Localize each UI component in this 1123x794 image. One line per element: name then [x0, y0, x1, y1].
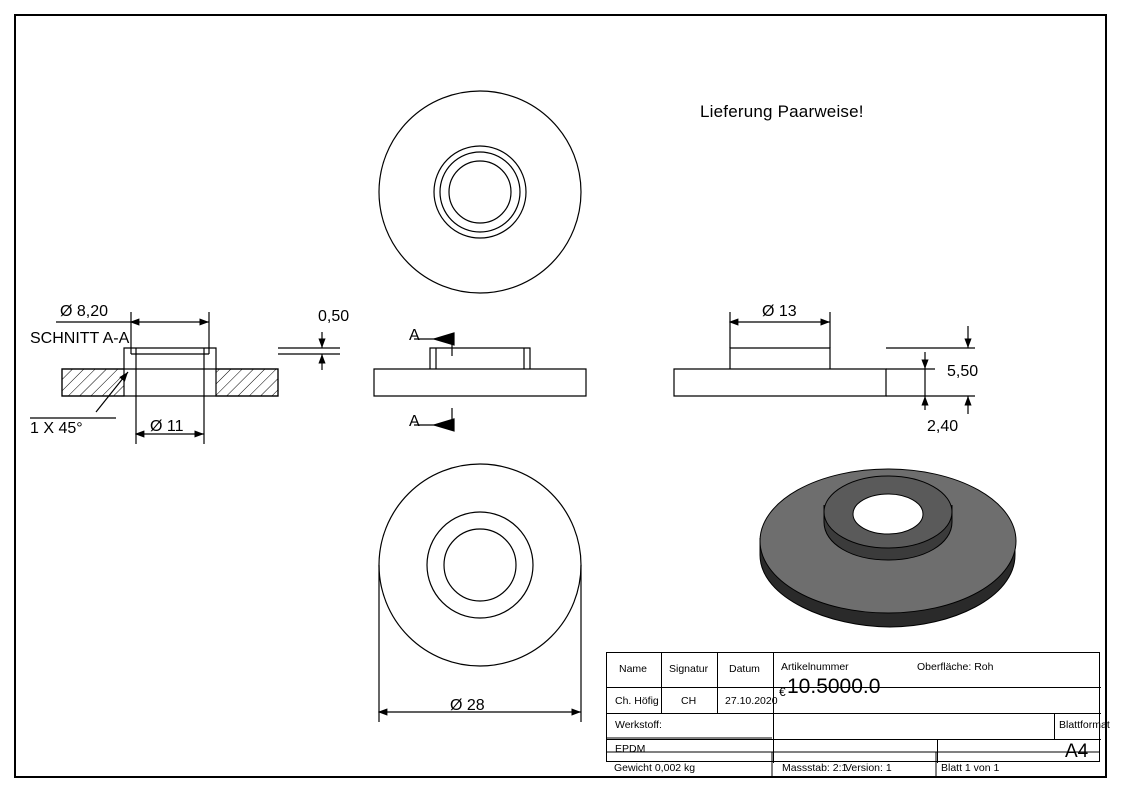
tb-material-value: EPDM: [615, 743, 646, 755]
dim-bore-chamfer-dia: Ø 8,20: [60, 303, 109, 320]
tb-v3b: [773, 739, 774, 763]
tb-article-prefix: €: [779, 685, 786, 699]
tb-sheetformat-label: Blattformat: [1059, 719, 1110, 731]
tb-header-oberflaeche: Oberfläche: Roh: [917, 661, 994, 673]
tb-rule-4: [1054, 739, 1101, 740]
tb-article-number: 10.5000.0: [787, 675, 881, 698]
dim-hub-dia: Ø 13: [762, 303, 797, 320]
tb-sheet: Blatt 1 von 1: [941, 762, 1000, 774]
dim-step-thickness: 0,50: [318, 308, 350, 325]
dim-inner-dia: Ø 11: [150, 418, 184, 435]
label-section-aa: SCHNITT A-A: [30, 330, 130, 347]
tb-weight: Gewicht 0,002 kg: [614, 762, 696, 774]
tb-v1: [661, 653, 662, 713]
tb-header-signatur: Signatur: [669, 663, 709, 675]
tb-value-name: Ch. Höfig: [615, 695, 659, 707]
title-block: [606, 652, 1110, 762]
tb-header-artikelnummer: Artikelnummer: [781, 661, 849, 673]
tb-header-datum: Datum: [729, 663, 760, 675]
isometric-view: [760, 469, 1016, 627]
section-mark-a-top: A: [409, 327, 420, 344]
tb-sheetformat-value: A4: [1065, 741, 1089, 762]
tb-rule-3: [607, 739, 1101, 740]
dim-flange-thickness: 2,40: [927, 418, 959, 435]
tb-value-datum: 27.10.2020: [725, 695, 778, 707]
dim-total-height: 5,50: [947, 363, 979, 380]
tb-version: Version: 1: [845, 762, 892, 774]
section-mark-a-bottom: A: [409, 413, 420, 430]
tb-v2: [717, 653, 718, 713]
tb-v4: [937, 739, 938, 763]
delivery-note: Lieferung Paarweise!: [700, 102, 864, 121]
dim-chamfer: 1 X 45°: [30, 420, 83, 437]
tb-value-signatur: CH: [681, 695, 697, 707]
tb-v5: [1054, 713, 1055, 739]
tb-rule-2: [607, 713, 1101, 714]
tb-header-name: Name: [619, 663, 648, 675]
tb-scale: Massstab: 2:1: [782, 762, 848, 774]
tb-material-label: Werkstoff:: [615, 719, 662, 731]
dim-outer-dia: Ø 28: [450, 697, 485, 714]
